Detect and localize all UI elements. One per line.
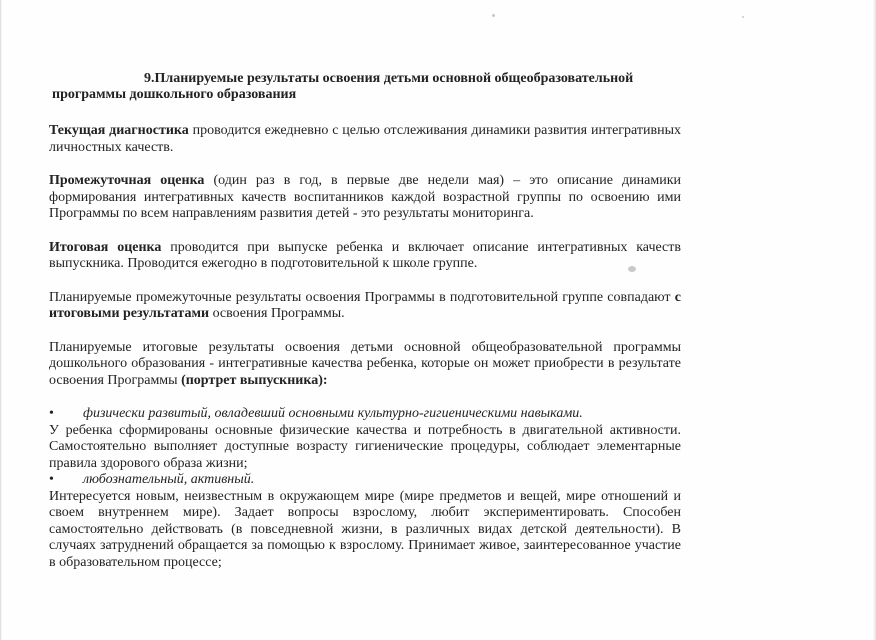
bullet-item-physically-developed	[49, 406, 681, 423]
bullet-icon: •	[49, 472, 54, 487]
paragraph-current-diagnostics	[49, 123, 681, 156]
scan-speck	[492, 14, 495, 17]
term-intermediate-assessment: Промежуточная оценка	[49, 173, 205, 188]
term-graduate-portrait: (портрет выпускника):	[181, 372, 328, 388]
bullet-item-curious-active	[49, 472, 681, 489]
paragraph-final-assessment-text: проводится при выпуске ребенка и включает описание интегративных качеств выпускника. Проводится ежегодно в подготовительной к школе группе.	[49, 239, 682, 271]
title-line-2: программы дошкольного образования	[52, 87, 297, 102]
paragraph-final-results	[49, 340, 681, 390]
term-final-results: с итоговыми результатами	[49, 289, 681, 321]
title-line-1: 9.Планируемые результаты освоения детьми основной общеобразовательной	[144, 71, 634, 86]
paragraph-final-results-text: Планируемые итоговые результаты освоения детьми основной общеобразовательной программы дошкольного образования - интегративные качества ребенка, которые он может приобрести в результате освоения Программы	[49, 339, 681, 388]
paragraph-intermediate-results	[49, 290, 681, 323]
section-title	[49, 71, 681, 103]
paragraph-current-diagnostics-text: проводится ежедневно с целью отслеживания динамики развития интегративных личностных качеств.	[49, 123, 681, 155]
term-current-diagnostics: Текущая диагностика	[49, 123, 189, 138]
scan-edge-left	[0, 0, 2, 640]
paragraph-intermediate-assessment-text: (один раз в год, в первые две недели мая) – это описание динамики формирования интегративных качеств воспитанников каждой возрастной группы по освоению ими Программы по всем направлениям развития детей - это результаты мониторинга.	[49, 173, 681, 221]
document-body	[49, 71, 681, 571]
paragraph-intermediate-assessment	[49, 173, 681, 223]
bullet-icon: •	[49, 406, 54, 421]
paragraph-intermediate-results-text-a: Планируемые промежуточные результаты освоения Программы в подготовительной группе совпадают	[49, 289, 675, 305]
scan-speck	[742, 16, 744, 18]
bullet-description-physically-developed: У ребенка сформированы основные физические качества и потребность в двигательной активности. Самостоятельно выполняет доступные возрасту гигиенические процедуры, соблюдает элементарные правила здорового образа жизни;	[49, 422, 681, 471]
bullet-text: физически развитый, овладевший основными культурно-гигиеническими навыками.	[83, 406, 583, 421]
bullet-text: любознательный, активный.	[83, 472, 255, 487]
paragraph-final-assessment	[49, 240, 681, 273]
paragraph-intermediate-results-text-b: освоения Программы.	[209, 306, 345, 321]
bullet-description-curious-active: Интересуется новым, неизвестным в окружающем мире (мире предметов и вещей, мире отношений и своем внутреннем мире). Задает вопросы взрослому, любит экспериментировать. Способен самостоятельно действовать (в повседневной жизни, в различных видах детской деятельности). В случаях затруднений обращается за помощью к взрослому. Принимает живое, заинтересованное участие в образовательном процессе;	[49, 488, 681, 570]
term-final-assessment: Итоговая оценка	[49, 239, 162, 255]
